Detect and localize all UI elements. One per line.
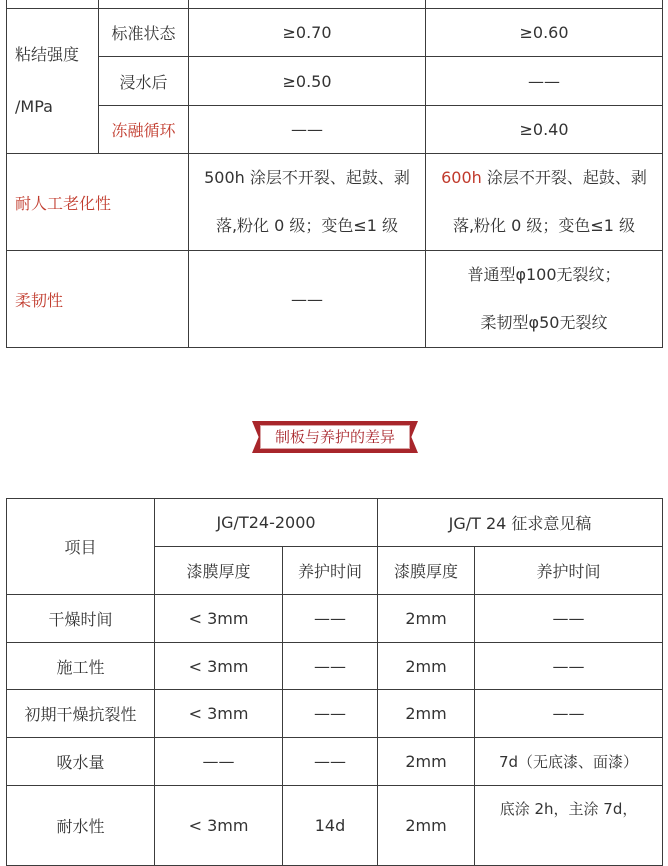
value-cell: 2mm (378, 690, 475, 738)
table-row (7, 595, 663, 643)
bond-strength-table (6, 0, 663, 348)
value-cell: —— (155, 738, 283, 786)
film-thickness-header: 漆膜厚度 (155, 547, 283, 595)
condition-label: 标准状态 (99, 9, 189, 57)
condition-label: 冻融循环 (99, 106, 189, 154)
table-row (7, 643, 663, 690)
value-cell: —— (189, 106, 426, 154)
value-cell: < 3mm (155, 786, 283, 866)
banner-title: 制板与养护的差异 (260, 425, 410, 449)
flexibility-value-old: —— (189, 251, 426, 348)
film-thickness-header: 漆膜厚度 (378, 547, 475, 595)
aging-label: 耐人工老化性 (7, 154, 189, 251)
value-cell: < 3mm (155, 595, 283, 643)
value-cell: ≥0.40 (426, 106, 663, 154)
value-cell: 2mm (378, 643, 475, 690)
value-cell: 7d（无底漆、面漆） (475, 738, 663, 786)
condition-label: 浸水后 (99, 57, 189, 106)
section-banner (252, 421, 418, 453)
aging-value-old: 500h 涂层不开裂、起鼓、剥 落,粉化 0 级；变色≤1 级 (189, 154, 426, 251)
value-cell: —— (426, 57, 663, 106)
value-cell: —— (283, 643, 378, 690)
top-cut-cell (7, 0, 99, 9)
item-cell: 吸水量 (7, 738, 155, 786)
standard-header-old: JG/T24-2000 (155, 499, 378, 547)
value-cell: —— (283, 738, 378, 786)
value-cell: 2mm (378, 595, 475, 643)
panel-curing-table (6, 498, 663, 866)
aging-highlight: 600h (441, 168, 482, 187)
value-cell: —— (475, 643, 663, 690)
value-cell: 2mm (378, 738, 475, 786)
item-header: 项目 (7, 499, 155, 595)
value-cell: ≥0.70 (189, 9, 426, 57)
value-cell: —— (283, 690, 378, 738)
top-cut-cell (426, 0, 663, 9)
value-cell: 14d (283, 786, 378, 866)
value-cell: —— (475, 690, 663, 738)
table-row (7, 786, 663, 866)
value-cell: < 3mm (155, 690, 283, 738)
item-cell: 干燥时间 (7, 595, 155, 643)
item-cell: 耐水性 (7, 786, 155, 866)
aging-value-new: 600h 涂层不开裂、起鼓、剥 落,粉化 0 级；变色≤1 级 (426, 154, 663, 251)
value-cell: ≥0.60 (426, 9, 663, 57)
value-cell: < 3mm (155, 643, 283, 690)
table-row (7, 690, 663, 738)
table-row (7, 738, 663, 786)
item-cell: 初期干燥抗裂性 (7, 690, 155, 738)
value-cell: 2mm (378, 786, 475, 866)
top-cut-cell (189, 0, 426, 9)
value-cell: —— (283, 595, 378, 643)
value-cell: ≥0.50 (189, 57, 426, 106)
standard-header-new: JG/T 24 征求意见稿 (378, 499, 663, 547)
top-cut-cell (99, 0, 189, 9)
curing-time-header: 养护时间 (475, 547, 663, 595)
bond-strength-label: 粘结强度 /MPa (7, 9, 99, 154)
value-cell: 底涂 2h，主涂 7d， (475, 786, 663, 866)
curing-time-header: 养护时间 (283, 547, 378, 595)
item-cell: 施工性 (7, 643, 155, 690)
flexibility-value-new: 普通型φ100无裂纹； 柔韧型φ50无裂纹 (426, 251, 663, 348)
flexibility-label: 柔韧性 (7, 251, 189, 348)
value-cell: —— (475, 595, 663, 643)
